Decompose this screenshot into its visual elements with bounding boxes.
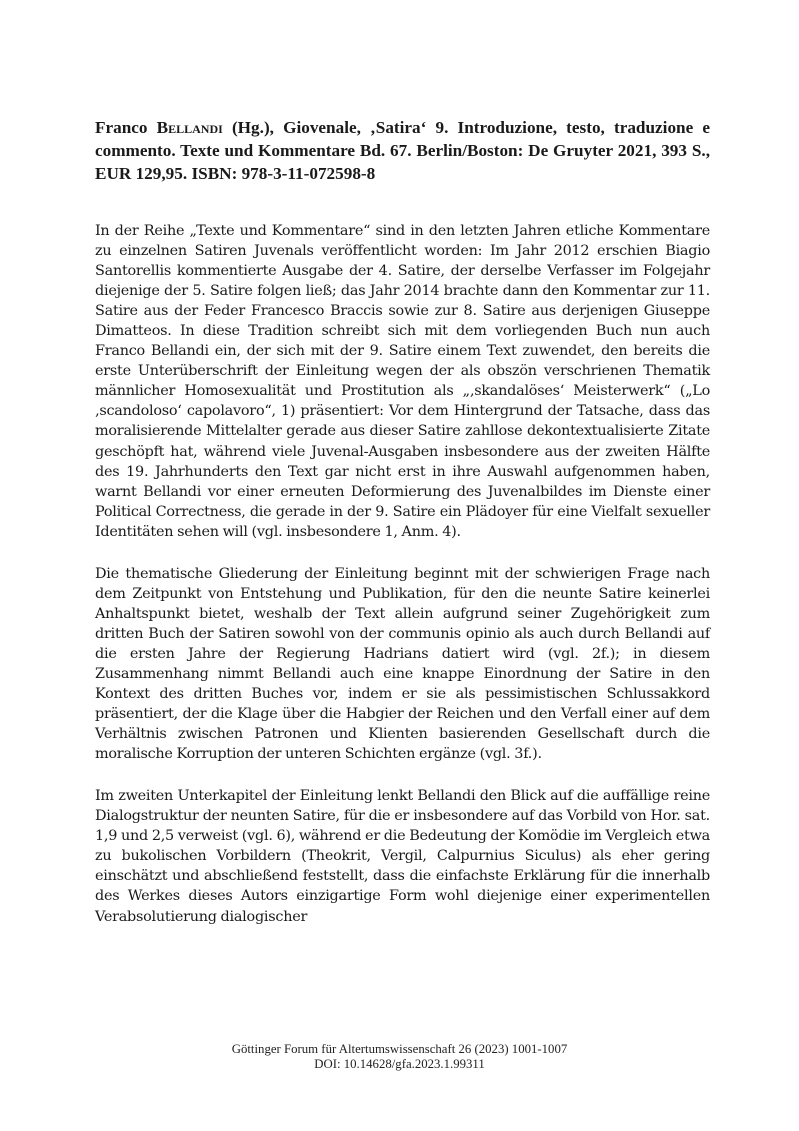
- bibliographic-details: (Hg.), Giovenale, ‚Satira‘ 9. Introduzione, testo, traduzione e commento. Texte und Kommentare Bd. 67. Berlin/Boston: De Gruyter 2021, 393 S., EUR 129,95. ISBN: 978-3-11-072598-8: [95, 118, 710, 183]
- body-text: [95, 221, 710, 949]
- paragraph-1: In der Reihe „Texte und Kommentare“ sind in den letzten Jahren etliche Kommentare zu einzelnen Satiren Juvenals veröffentlicht worden: Im Jahr 2012 erschien Biagio Santorellis kommentierte Ausgabe der 4. Satire, der derselbe Verfasser im Folgejahr diejenige der 5. Satire folgen ließ; das Jahr 2014 brachte dann den Kommentar zur 11. Satire aus der Feder Francesco Braccis sowie zur 8. Satire aus derjenigen Giuseppe Dimatteos. In diese Tradition schreibt sich mit dem vorliegenden Buch nun auch Franco Bellandi ein, der sich mit der 9. Satire einem Text zuwendet, den bereits die erste Unterüberschrift der Einleitung wegen der als obszön verschrienen Thematik männlicher Homosexualität und Prostitution als „‚skandalöses‘ Meisterwerk“ („Lo ‚scandoloso‘ capolavoro“, 1) präsentiert: Vor dem Hintergrund der Tatsache, dass das moralisierende Mittelalter gerade aus dieser Satire zahllose dekontextualisierte Zitate geschöpft hat, während viele Juvenal-Ausgaben insbesondere aus der zweiten Hälfte des 19. Jahrhunderts den Text gar nicht erst in ihre Auswahl aufgenommen haben, warnt Bellandi vor einer erneuten Deformierung des Juvenalbildes im Dienste einer Political Correctness, die gerade in der 9. Satire ein Plädoyer für eine Vielfalt sexueller Identitäten sehen will (vgl. insbesondere 1, Anm. 4).: [95, 223, 710, 540]
- journal-citation: Göttinger Forum für Altertumswissenschaft 26 (2023) 1001-1007: [231, 1042, 568, 1056]
- author-first-name: Franco: [95, 118, 157, 137]
- review-heading: [95, 116, 710, 185]
- page-footer: [0, 1042, 799, 1072]
- author-last-name: Bellandi: [156, 118, 223, 137]
- paragraph-2: Die thematische Gliederung der Einleitung beginnt mit der schwierigen Frage nach dem Zeitpunkt von Entstehung und Publikation, für den die neunte Satire keinerlei Anhaltspunkt bietet, weshalb der Text allein aufgrund seiner Zugehörigkeit zum dritten Buch der Satiren sowohl von der communis opinio als auch durch Bellandi auf die ersten Jahre der Regierung Hadrians datiert wird (vgl. 2f.); in diesem Zusammenhang nimmt Bellandi auch eine knappe Einordnung der Satire in den Kontext des dritten Buches vor, indem er sie als pessimistischen Schlussakkord präsentiert, der die Klage über die Habgier der Reichen und den Verfall einer auf dem Verhältnis zwischen Patronen und Klienten basierenden Gesellschaft durch die moralische Korruption der unteren Schichten ergänze (vgl. 3f.).: [95, 565, 710, 763]
- paragraph-3: Im zweiten Unterkapitel der Einleitung lenkt Bellandi den Blick auf die auffällige reine Dialogstruktur der neunten Satire, für die er insbesondere auf das Vorbild von Hor. sat. 1,9 und 2,5 verweist (vgl. 6), während er die Bedeutung der Komödie im Vergleich etwa zu bukolischen Vorbildern (Theokrit, Vergil, Calpurnius Siculus) als eher gering einschätzt und abschließend feststellt, dass die einfachste Erklärung für die innerhalb des Werkes dieses Autors einzigartige Form wohl diejenige einer experimentellen Verabsolutierung dialogischer: [95, 788, 710, 925]
- doi: DOI: 10.14628/gfa.2023.1.99311: [314, 1057, 485, 1071]
